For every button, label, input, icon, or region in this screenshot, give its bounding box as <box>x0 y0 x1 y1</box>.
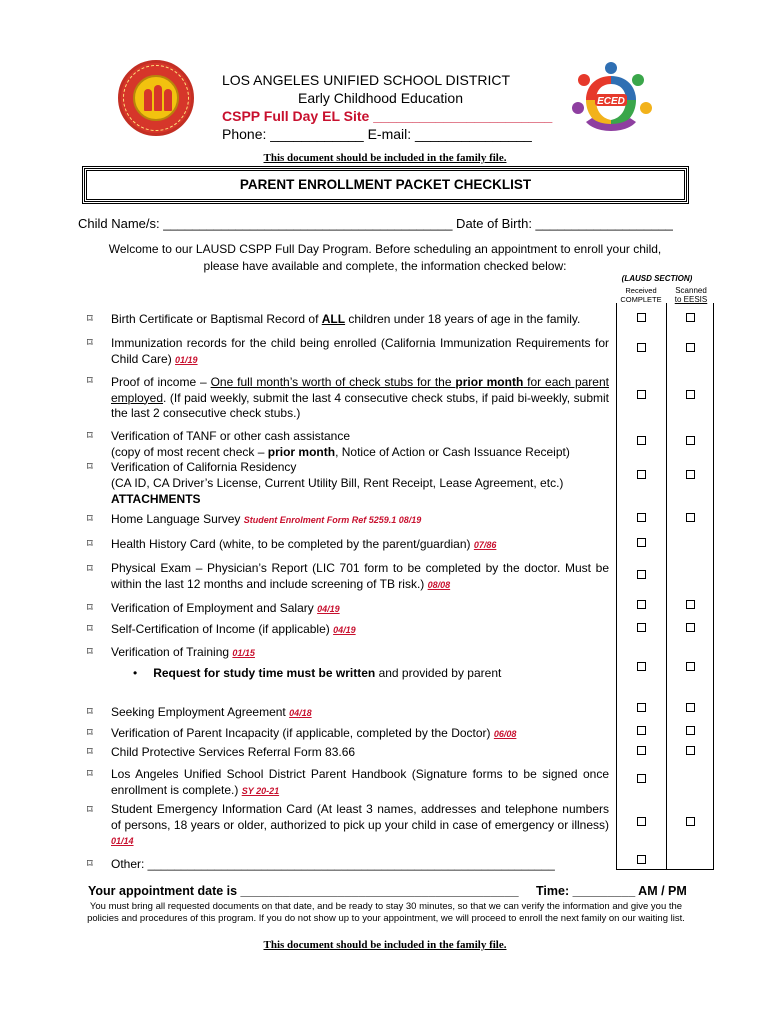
received-checkbox[interactable] <box>637 570 646 579</box>
item-physical-exam <box>111 561 609 593</box>
attachments-heading: ATTACHMENTS <box>111 492 201 506</box>
received-checkbox[interactable] <box>637 662 646 671</box>
item-other[interactable]: Other: _____________________________________________________________ <box>111 857 555 871</box>
lausd-section-label: (LAUSD SECTION) <box>621 274 693 283</box>
item-underline: for each parent employed <box>111 375 609 405</box>
checklist-bullet-icon: ⌑ <box>87 646 93 658</box>
received-checkbox[interactable] <box>637 855 646 864</box>
received-label-1: Received <box>625 286 657 295</box>
site-line: CSPP Full Day EL Site _______________________ <box>222 108 553 124</box>
child-name-line: Child Name/s: ________________________________________ Date of Birth: ___________________ <box>78 216 673 231</box>
received-checkbox[interactable] <box>637 817 646 826</box>
checklist-bullet-icon: ⌑ <box>87 461 93 473</box>
checklist-bullet-icon: ⌑ <box>87 858 93 870</box>
scanned-checkbox[interactable] <box>686 726 695 735</box>
item-text: , Notice of Action or Cash Issuance Receipt) <box>335 444 570 459</box>
item-parent-incapacity <box>111 726 609 743</box>
item-immunization <box>111 336 609 368</box>
received-checkbox[interactable] <box>637 538 646 547</box>
item-language-survey <box>111 512 609 529</box>
item-emphasis: ALL <box>321 312 346 326</box>
scanned-checkbox[interactable] <box>686 746 695 755</box>
item-text: Birth Certificate or Baptismal Record of <box>111 312 322 326</box>
received-checkbox[interactable] <box>637 726 646 735</box>
form-date: 01/14 <box>111 836 134 846</box>
seal-center <box>133 75 179 121</box>
checklist-bullet-icon: ⌑ <box>87 313 93 325</box>
checklist-bullet-icon: ⌑ <box>87 375 93 387</box>
item-text: Los Angeles Unified School District Parent Handbook (Signature forms to be signed once enrollment is complete.) <box>111 767 609 797</box>
scanned-checkbox[interactable] <box>686 623 695 632</box>
item-text: Verification of Employment and Salary <box>111 601 318 615</box>
scanned-checkbox[interactable] <box>686 600 695 609</box>
item-text: (copy of most recent check – <box>111 444 268 459</box>
item-health-history <box>111 537 609 554</box>
received-column-header <box>616 286 666 304</box>
form-date: 01/15 <box>232 648 255 658</box>
form-date: 01/19 <box>175 354 198 365</box>
item-study-time <box>133 666 603 682</box>
received-label-2: COMPLETE <box>620 295 662 304</box>
scanned-checkbox[interactable] <box>686 662 695 671</box>
received-checkbox[interactable] <box>637 470 646 479</box>
item-text: Proof of income – <box>111 375 211 389</box>
item-text: Physical Exam – Physician’s Report (LIC 701 form to be completed by the doctor. Must be within the last 12 months and include screening of TB risk.) <box>111 561 609 591</box>
checkbox-column-frame <box>616 303 714 870</box>
item-parent-handbook <box>111 767 609 799</box>
welcome-line-1: Welcome to our LAUSD CSPP Full Day Program. Before scheduling an appointment to enroll your child, <box>108 242 662 256</box>
checklist-bullet-icon: ⌑ <box>87 623 93 635</box>
checklist-bullet-icon: ⌑ <box>87 337 93 349</box>
seal-figure <box>154 85 162 111</box>
checkbox-column-divider <box>666 303 667 870</box>
item-birth-certificate <box>111 312 611 328</box>
item-proof-of-income <box>111 375 609 422</box>
checklist-bullet-icon: ⌑ <box>87 602 93 614</box>
item-emergency-card <box>111 802 609 850</box>
scanned-checkbox[interactable] <box>686 703 695 712</box>
eced-logo <box>566 60 656 138</box>
title-box <box>84 168 687 202</box>
department-name: Early Childhood Education <box>298 90 463 106</box>
district-name: LOS ANGELES UNIFIED SCHOOL DISTRICT <box>222 72 511 88</box>
item-text: and provided by parent <box>375 666 502 680</box>
page-title: PARENT ENROLLMENT PACKET CHECKLIST <box>239 177 532 192</box>
received-checkbox[interactable] <box>637 513 646 522</box>
item-text: . (If paid weekly, submit the last 4 consecutive check stubs, if paid bi-weekly, submit the last 2 consecutive check stubs.) <box>111 390 609 420</box>
item-residency <box>111 460 609 491</box>
checklist-bullet-icon: ⌑ <box>87 727 93 739</box>
received-checkbox[interactable] <box>637 600 646 609</box>
received-checkbox[interactable] <box>637 746 646 755</box>
appointment-time-line[interactable]: Time: _________ AM / PM <box>536 884 687 898</box>
checklist-bullet-icon: ⌑ <box>87 746 93 758</box>
scanned-checkbox[interactable] <box>686 470 695 479</box>
received-checkbox[interactable] <box>637 390 646 399</box>
item-text: Student Emergency Information Card (At least 3 names, addresses and telephone numbers of persons, 18 years or older, authorized to pick up your child in case of emergency or illness) <box>111 802 609 832</box>
checklist-bullet-icon: ⌑ <box>87 513 93 525</box>
form-date: 07/86 <box>473 540 497 550</box>
item-text: Verification of California Residency <box>111 460 297 474</box>
item-self-certification <box>111 622 609 639</box>
item-text: Home Language Survey <box>111 512 244 526</box>
received-checkbox[interactable] <box>637 703 646 712</box>
document-header <box>222 71 552 143</box>
form-date: 04/19 <box>317 604 340 614</box>
scanned-checkbox[interactable] <box>686 390 695 399</box>
item-tanf <box>111 429 609 460</box>
scanned-checkbox[interactable] <box>686 436 695 445</box>
footer-instructions: You must bring all requested documents on that date, and be ready to stay 30 minutes, so that we can verify the information and give you the policies and procedures of this program. If you do not show up to your appointment, we will proceed to enroll the next family on our waiting list. <box>87 901 685 924</box>
item-employment <box>111 601 609 618</box>
item-text: Verification of TANF or other cash assistance <box>111 429 350 443</box>
eced-logo-text: ECED <box>597 96 625 107</box>
checklist-bullet-icon: ⌑ <box>87 706 93 718</box>
scanned-checkbox[interactable] <box>686 817 695 826</box>
item-text: children under 18 years of age in the family. <box>345 312 581 326</box>
seal-figure <box>164 89 172 111</box>
received-checkbox[interactable] <box>637 436 646 445</box>
received-checkbox[interactable] <box>637 343 646 352</box>
seal-figure <box>144 89 152 111</box>
checklist-bullet-icon: ⌑ <box>87 804 93 816</box>
welcome-line-2: please have available and complete, the information checked below: <box>203 259 567 273</box>
scanned-column-header <box>668 286 714 304</box>
scanned-checkbox[interactable] <box>686 343 695 352</box>
item-underline: One full month’s worth of check stubs for the <box>210 375 456 389</box>
item-text: Health History Card (white, to be completed by the parent/guardian) <box>111 537 474 551</box>
item-emphasis: prior month <box>455 375 524 389</box>
item-text: Self-Certification of Income (if applicable) <box>111 622 334 636</box>
item-text: Immunization records for the child being enrolled (California Immunization Requirements for Child Care) <box>111 336 609 366</box>
family-file-note-footer: This document should be included in the family file. <box>263 939 507 951</box>
bullet-dot-icon: • <box>133 666 138 680</box>
scanned-checkbox[interactable] <box>686 513 695 522</box>
form-date: Student Enrolment Form Ref 5259.1 08/19 <box>243 515 422 525</box>
item-emphasis: prior month <box>267 444 336 459</box>
checklist-bullet-icon: ⌑ <box>87 538 93 550</box>
appointment-date-line[interactable]: Your appointment date is ________________________________________ <box>88 884 519 898</box>
scanned-label-2: to EESIS <box>674 295 708 304</box>
scanned-checkbox[interactable] <box>686 313 695 322</box>
item-text: (CA ID, CA Driver’s License, Current Utility Bill, Rent Receipt, Lease Agreement, etc.) <box>111 475 564 490</box>
phone-email-line: Phone: ____________ E-mail: _______________ <box>222 126 532 142</box>
checklist-bullet-icon: ⌑ <box>87 430 93 442</box>
family-file-note: This document should be included in the family file. <box>263 152 507 164</box>
form-date: SY 20-21 <box>241 785 280 796</box>
received-checkbox[interactable] <box>637 623 646 632</box>
form-date: 08/08 <box>427 579 451 590</box>
received-checkbox[interactable] <box>637 774 646 783</box>
item-text: Seeking Employment Agreement <box>111 705 290 719</box>
item-cps-referral: Child Protective Services Referral Form 83.66 <box>111 745 356 759</box>
received-checkbox[interactable] <box>637 313 646 322</box>
item-text: Verification of Parent Incapacity (if applicable, completed by the Doctor) <box>111 726 494 740</box>
form-date: 04/18 <box>289 708 312 718</box>
scanned-label-1: Scanned <box>675 286 707 295</box>
checklist-bullet-icon: ⌑ <box>87 563 93 575</box>
form-date: 04/19 <box>333 625 356 635</box>
item-text: Verification of Training <box>111 645 233 659</box>
lausd-seal-logo <box>118 60 194 136</box>
item-training <box>111 645 609 662</box>
form-date: 06/08 <box>493 729 517 739</box>
item-emphasis: Request for study time must be written <box>153 666 376 680</box>
checklist-bullet-icon: ⌑ <box>87 768 93 780</box>
item-seeking-employment <box>111 705 609 722</box>
